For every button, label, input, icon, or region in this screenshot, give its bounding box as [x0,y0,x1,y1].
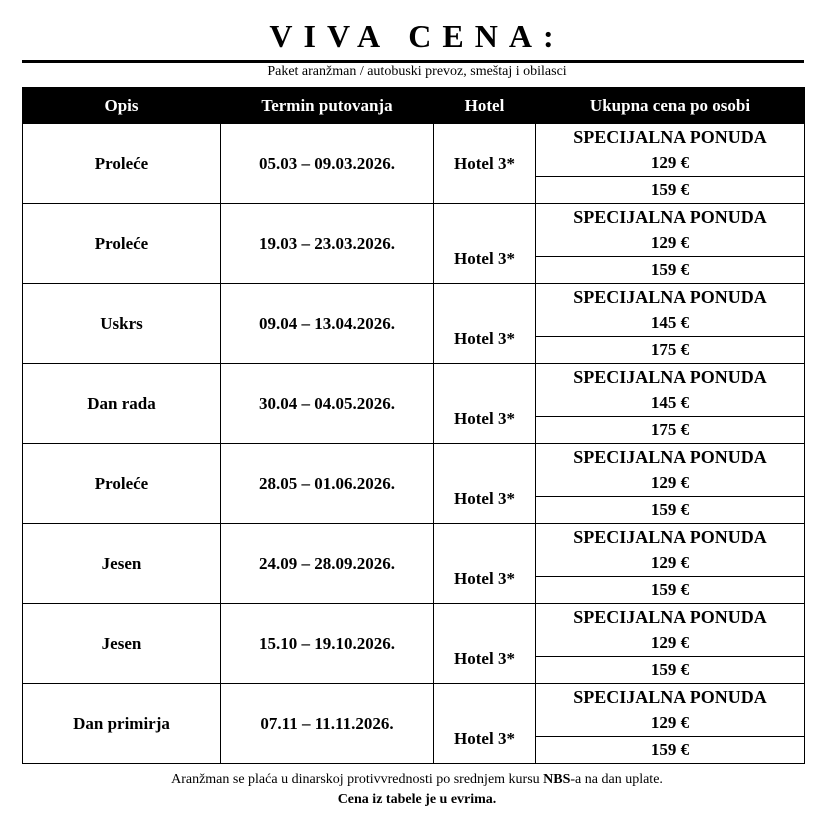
row-desc: Jesen [23,524,221,604]
regular-price: 159 € [650,660,690,679]
special-offer-block [536,684,804,737]
page-title: VIVA CENA: [269,18,565,54]
row-price-cell [536,284,805,364]
footer-note [0,770,834,810]
price-wrap [536,524,804,603]
special-offer-block [536,444,804,497]
price-wrap [536,204,804,283]
row-hotel: Hotel 3* [434,524,536,604]
row-hotel: Hotel 3* [434,444,536,524]
price-wrap [536,284,804,363]
special-offer-label: SPECIJALNA PONUDA [573,127,767,147]
row-hotel: Hotel 3* [434,204,536,284]
row-price-cell [536,604,805,684]
row-term: 28.05 – 01.06.2026. [221,444,434,524]
special-offer-price: 145 € [650,313,690,332]
special-offer-block [536,124,804,177]
row-term: 09.04 – 13.04.2026. [221,284,434,364]
special-offer-price: 129 € [650,713,690,732]
title-rule [22,60,804,63]
row-price-cell [536,684,805,764]
row-price-cell [536,524,805,604]
footer-line-1-tail: -a na dan uplate. [570,772,663,787]
row-term: 07.11 – 11.11.2026. [221,684,434,764]
table-row [23,364,805,444]
row-term: 05.03 – 09.03.2026. [221,124,434,204]
row-term: 30.04 – 04.05.2026. [221,364,434,444]
header-hotel: Hotel [434,88,536,124]
row-hotel: Hotel 3* [434,604,536,684]
header-termin: Termin putovanja [221,88,434,124]
special-offer-price: 129 € [650,553,690,572]
regular-price: 159 € [650,740,690,759]
special-offer-price: 129 € [650,233,690,252]
price-wrap [536,124,804,203]
table-row [23,284,805,364]
row-desc: Jesen [23,604,221,684]
special-offer-block [536,204,804,257]
row-desc: Proleće [23,124,221,204]
row-hotel: Hotel 3* [434,124,536,204]
price-wrap [536,604,804,683]
special-offer-label: SPECIJALNA PONUDA [573,687,767,707]
special-offer-label: SPECIJALNA PONUDA [573,447,767,467]
footer-line-2-text: Cena iz tabele je u evrima. [337,792,497,807]
table-row [23,684,805,764]
row-price-cell [536,204,805,284]
row-hotel: Hotel 3* [434,684,536,764]
special-offer-price: 129 € [650,633,690,652]
table-row [23,444,805,524]
row-term: 19.03 – 23.03.2026. [221,204,434,284]
price-wrap [536,684,804,763]
footer-line-1-text: Aranžman se plaća u dinarskoj protivvrednosti po srednjem kursu [171,772,544,787]
price-wrap [536,364,804,443]
price-wrap [536,444,804,523]
table-body [23,124,805,764]
row-hotel: Hotel 3* [434,364,536,444]
regular-price: 175 € [650,340,690,359]
special-offer-label: SPECIJALNA PONUDA [573,527,767,547]
special-offer-price: 129 € [650,473,690,492]
table-row [23,524,805,604]
row-term: 24.09 – 28.09.2026. [221,524,434,604]
special-offer-price: 129 € [650,153,690,172]
footer-line-1 [0,770,834,790]
regular-price: 159 € [650,260,690,279]
table-header-row [23,88,805,124]
special-offer-block [536,284,804,337]
row-desc: Proleće [23,204,221,284]
row-hotel: Hotel 3* [434,284,536,364]
header-cena: Ukupna cena po osobi [536,88,805,124]
footer-line-1-bold: NBS [543,772,571,787]
table-row [23,124,805,204]
special-offer-label: SPECIJALNA PONUDA [573,367,767,387]
header-opis: Opis [23,88,221,124]
row-desc: Proleće [23,444,221,524]
special-offer-block [536,364,804,417]
row-desc: Dan rada [23,364,221,444]
row-price-cell [536,364,805,444]
table-row [23,204,805,284]
regular-price: 175 € [650,420,690,439]
special-offer-block [536,604,804,657]
regular-price: 159 € [650,180,690,199]
price-table [22,87,805,764]
special-offer-label: SPECIJALNA PONUDA [573,207,767,227]
row-desc: Uskrs [23,284,221,364]
row-price-cell [536,444,805,524]
special-offer-price: 145 € [650,393,690,412]
row-term: 15.10 – 19.10.2026. [221,604,434,684]
footer-line-2 [0,790,834,810]
special-offer-block [536,524,804,577]
table-row [23,604,805,684]
subtitle: Paket aranžman / autobuski prevoz, smeštaj i obilasci [267,64,567,79]
row-price-cell [536,124,805,204]
regular-price: 159 € [650,500,690,519]
special-offer-label: SPECIJALNA PONUDA [573,607,767,627]
special-offer-label: SPECIJALNA PONUDA [573,287,767,307]
row-desc: Dan primirja [23,684,221,764]
regular-price: 159 € [650,580,690,599]
